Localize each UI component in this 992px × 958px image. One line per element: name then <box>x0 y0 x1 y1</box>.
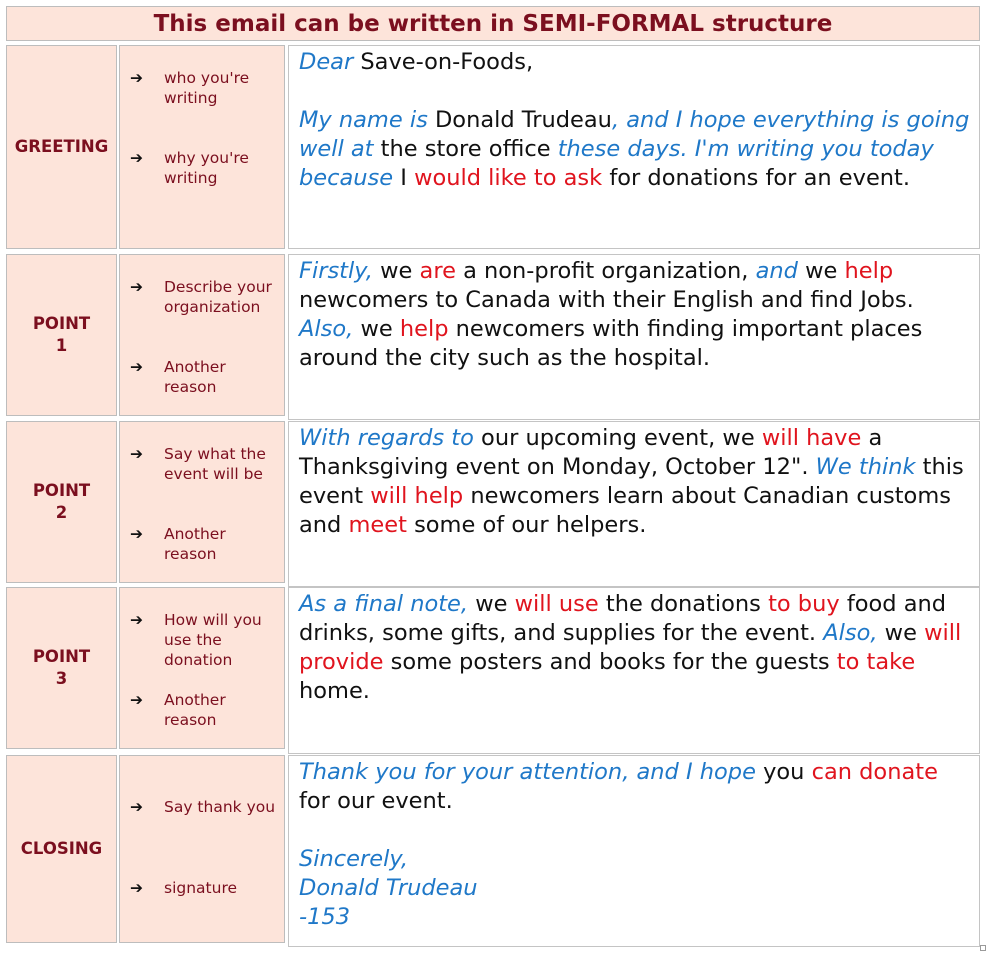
guide-item <box>130 878 280 898</box>
key-phrase: Also, <box>299 316 354 342</box>
body-text: our upcoming event, we <box>473 425 762 451</box>
guide-cell-point-2 <box>119 421 285 583</box>
verb-phrase: will help <box>370 483 464 509</box>
body-text: I <box>393 165 415 191</box>
arrow-right-icon: ➔ <box>130 69 143 87</box>
row-label-greeting: GREETING <box>6 45 117 249</box>
key-phrase: Also, <box>823 620 878 646</box>
guide-text: Say thank you <box>164 798 276 816</box>
key-phrase: Sincerely, <box>299 846 409 872</box>
body-text: for our event. <box>299 788 453 814</box>
email-paragraph <box>299 903 975 932</box>
key-phrase: Dear <box>299 49 354 75</box>
row-label-point-1: POINT 1 <box>6 254 117 416</box>
arrow-right-icon: ➔ <box>130 798 143 816</box>
guide-text: Another reason <box>164 691 226 729</box>
email-paragraph <box>299 106 975 193</box>
email-paragraph <box>299 424 975 540</box>
key-phrase: Firstly, <box>299 258 373 284</box>
key-phrase: Thank you for your attention, and I hope <box>299 759 756 785</box>
guide-text: Say what the event will be <box>164 445 266 483</box>
email-cell-closing <box>288 755 980 947</box>
guide-item <box>130 148 280 188</box>
verb-phrase: help <box>399 316 449 342</box>
row-label-point-2: POINT 2 <box>6 421 117 583</box>
guide-text: Another reason <box>164 358 226 396</box>
verb-phrase: can donate <box>811 759 938 785</box>
key-phrase: We think <box>815 454 916 480</box>
body-text: we <box>468 591 515 617</box>
guide-cell-point-3 <box>119 587 285 749</box>
email-paragraph <box>299 257 975 373</box>
guide-item <box>130 277 280 317</box>
key-phrase: , and I hope everything is going well at <box>299 107 970 162</box>
email-cell-point-1 <box>288 254 980 420</box>
body-text: food and drinks, some gifts, and supplies for the event. <box>299 591 947 646</box>
body-text: home. <box>299 678 370 704</box>
body-text: for donations for an event. <box>602 165 911 191</box>
email-paragraph <box>299 48 975 77</box>
arrow-right-icon: ➔ <box>130 691 143 709</box>
verb-phrase: would like to ask <box>414 165 603 191</box>
guide-text: who you're writing <box>164 69 250 107</box>
row-label-closing: CLOSING <box>6 755 117 943</box>
guide-text: Another reason <box>164 525 226 563</box>
verb-phrase: will use <box>514 591 599 617</box>
body-text: you <box>755 759 812 785</box>
guide-cell-greeting <box>119 45 285 249</box>
guide-item <box>130 357 280 397</box>
email-cell-greeting <box>288 45 980 249</box>
guide-item <box>130 797 280 817</box>
body-text: Save-on-Foods, <box>353 49 534 75</box>
key-phrase: My name is <box>299 107 428 133</box>
resize-handle[interactable] <box>980 945 986 951</box>
verb-phrase: are <box>419 258 456 284</box>
guide-item <box>130 610 280 670</box>
body-text: the store office <box>373 136 558 162</box>
body-text: we <box>877 620 925 646</box>
guide-item <box>130 68 280 108</box>
arrow-right-icon: ➔ <box>130 149 143 167</box>
body-text: a non-profit organization, <box>455 258 756 284</box>
email-paragraph <box>299 590 975 706</box>
arrow-right-icon: ➔ <box>130 611 143 629</box>
body-text: the donations <box>598 591 769 617</box>
body-text: some posters and books for the guests <box>383 649 837 675</box>
body-text: newcomers learn about Canadian customs and <box>299 483 951 538</box>
verb-phrase: will provide <box>299 620 962 675</box>
email-paragraph <box>299 874 975 903</box>
email-cell-point-3 <box>288 587 980 754</box>
row-label-point-3: POINT 3 <box>6 587 117 749</box>
verb-phrase: to buy <box>768 591 840 617</box>
key-phrase: -153 <box>299 904 351 930</box>
body-text: we <box>353 316 400 342</box>
body-text: some of our helpers. <box>406 512 647 538</box>
guide-item <box>130 524 280 564</box>
guide-item <box>130 444 280 484</box>
arrow-right-icon: ➔ <box>130 278 143 296</box>
email-cell-point-2 <box>288 421 980 587</box>
body-text: a Thanksgiving event on Monday, October 12". <box>299 425 883 480</box>
key-phrase: As a final note, <box>299 591 469 617</box>
email-paragraph <box>299 758 975 816</box>
body-text: newcomers to Canada with their English and find Jobs. <box>299 287 914 313</box>
verb-phrase: to take <box>836 649 916 675</box>
body-text: we <box>372 258 420 284</box>
guide-text: Describe your organization <box>164 278 272 316</box>
key-phrase: and <box>755 258 798 284</box>
page-title: This email can be written in SEMI-FORMAL structure <box>6 6 980 41</box>
verb-phrase: help <box>844 258 894 284</box>
guide-item <box>130 690 280 730</box>
arrow-right-icon: ➔ <box>130 445 143 463</box>
key-phrase: With regards to <box>299 425 474 451</box>
body-text: this event <box>299 454 964 509</box>
body-text: we <box>797 258 845 284</box>
email-paragraph <box>299 845 975 874</box>
guide-text: How will you use the donation <box>164 611 262 669</box>
body-text: Donald Trudeau <box>427 107 612 133</box>
arrow-right-icon: ➔ <box>130 358 143 376</box>
guide-cell-point-1 <box>119 254 285 416</box>
guide-text: why you're writing <box>164 149 249 187</box>
key-phrase: Donald Trudeau <box>299 875 478 901</box>
verb-phrase: meet <box>348 512 407 538</box>
guide-cell-closing <box>119 755 285 943</box>
guide-text: signature <box>164 879 238 897</box>
arrow-right-icon: ➔ <box>130 525 143 543</box>
verb-phrase: will have <box>761 425 862 451</box>
key-phrase: these days. I'm writing you today because <box>299 136 934 191</box>
body-text: newcomers with finding important places around the city such as the hospital. <box>299 316 923 371</box>
arrow-right-icon: ➔ <box>130 879 143 897</box>
